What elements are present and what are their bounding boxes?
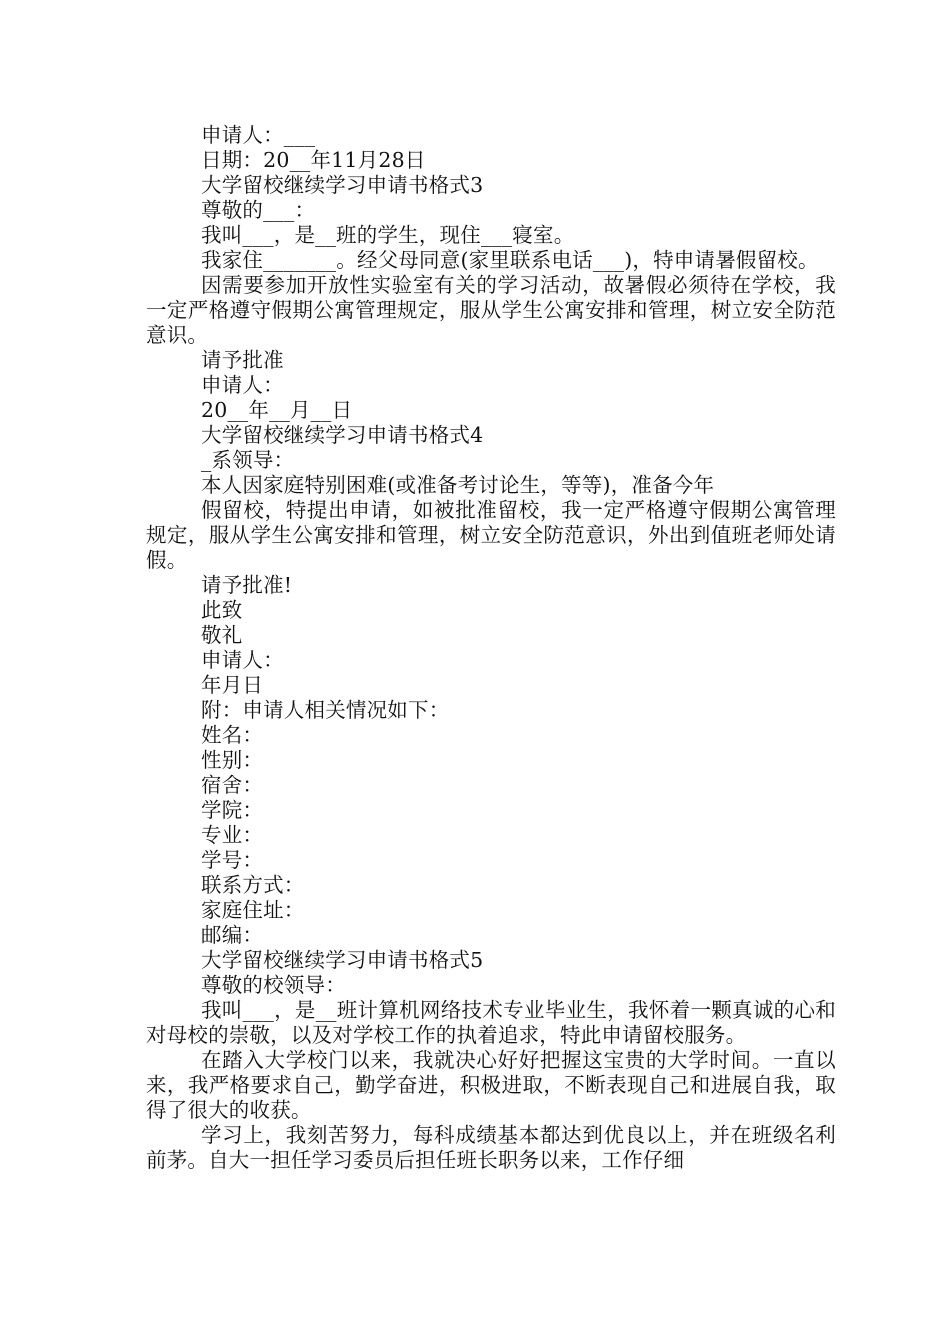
section-heading: 大学留校继续学习申请书格式3: [201, 173, 484, 197]
form-field-label: 宿舍：: [201, 773, 264, 797]
document-body: [146, 123, 836, 1173]
text-line: 请予批准: [201, 348, 284, 372]
salutation: 尊敬的___：: [201, 198, 316, 222]
salutation: _系领导：: [201, 448, 295, 472]
text-line: 20__年__月__日: [201, 398, 353, 422]
paragraph: 因需要参加开放性实验室有关的学习活动，故暑假必须待在学校，我一定严格遵守假期公寓管理规定，服从学生公寓安排和管理，树立安全防范意识。: [146, 273, 836, 347]
text-line: 我叫___，是__班的学生，现住___寝室。: [201, 223, 575, 247]
section-heading: 大学留校继续学习申请书格式4: [201, 423, 484, 447]
form-field-label: 性别：: [201, 748, 264, 772]
paragraph: 我叫___，是__班计算机网络技术专业毕业生，我怀着一颗真诚的心和对母校的崇敬，以及对学校工作的执着追求，特此申请留校服务。: [146, 998, 836, 1047]
form-field-label: 家庭住址：: [201, 898, 305, 922]
text-line: 申请人：___: [201, 123, 316, 147]
form-field-label: 学号：: [201, 848, 264, 872]
form-field-label: 专业：: [201, 823, 264, 847]
paragraph: 在踏入大学校门以来，我就决心好好把握这宝贵的大学时间。一直以来，我严格要求自己，勤学奋进，积极进取，不断表现自己和进展自我，取得了很大的收获。: [146, 1048, 836, 1122]
section-heading: 大学留校继续学习申请书格式5: [201, 948, 484, 972]
text-line: 申请人：: [201, 373, 284, 397]
paragraph: 我家住_______。经父母同意(家里联系电话___)，特申请暑假留校。: [201, 248, 819, 272]
text-line: 日期：20__年11月28日: [201, 148, 426, 172]
paragraph: 假留校，特提出申请，如被批准留校，我一定严格遵守假期公寓管理规定，服从学生公寓安排和管理，树立安全防范意识，外出到值班老师处请假。: [146, 498, 836, 572]
text-line: 本人因家庭特别困难(或准备考讨论生，等等)，准备今年: [201, 473, 715, 497]
salutation: 尊敬的校领导：: [201, 973, 346, 997]
text-line: 申请人：: [201, 648, 284, 672]
form-field-label: 联系方式：: [201, 873, 305, 897]
form-field-label: 邮编：: [201, 923, 264, 947]
text-line: 请予批准!: [201, 573, 293, 597]
form-field-label: 姓名：: [201, 723, 264, 747]
paragraph: 学习上，我刻苦努力，每科成绩基本都达到优良以上，并在班级名利前茅。自大一担任学习委员后担任班长职务以来，工作仔细: [146, 1123, 836, 1172]
text-line: 敬礼: [201, 623, 243, 647]
text-line: 此致: [201, 598, 243, 622]
text-line: 年月日: [201, 673, 264, 697]
text-line: 附：申请人相关情况如下：: [201, 698, 450, 722]
form-field-label: 学院：: [201, 798, 264, 822]
